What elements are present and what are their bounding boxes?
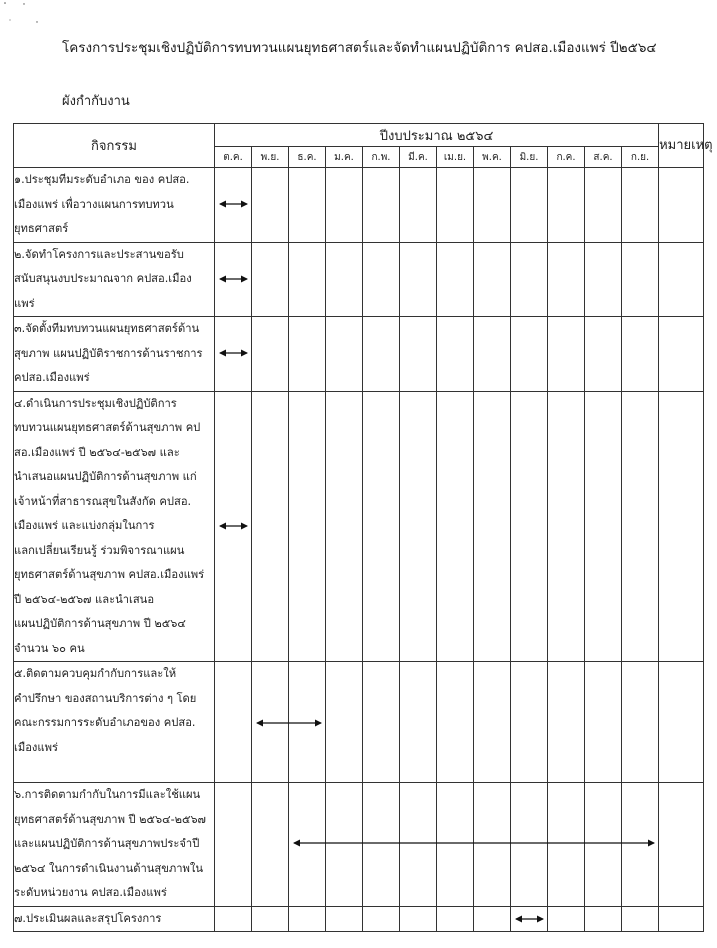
note-cell (659, 783, 704, 907)
activity-line: ยุทธศาสตร์ด้านสุขภาพ คปสอ.เมืองแพร่ (14, 568, 205, 581)
activity-line: ๖.การติดตามกำกับในการมีและใช้แผน (14, 788, 201, 801)
month-cell (474, 242, 511, 317)
timeline-arrow (219, 274, 248, 284)
month-cell (252, 242, 289, 317)
activity-line: คำปรึกษา ของสถานบริการต่าง ๆ โดย (14, 691, 197, 705)
month-cell (511, 906, 548, 932)
month-cell (548, 662, 585, 783)
activity-line: ๑.ประชุมทีมระดับอำเภอ ของ คปสอ. (14, 173, 190, 186)
activity-line: ๒๕๖๔ ในการดำเนินงานด้านสุขภาพใน (14, 861, 204, 875)
month-cell (252, 317, 289, 392)
activity-line: สนับสนุนงบประมาณจาก คปสอ.เมือง (14, 272, 192, 285)
month-header: เม.ย. (437, 147, 474, 168)
month-cell (585, 168, 622, 243)
activity-line: คปสอ.เมืองแพร่ (14, 371, 90, 384)
activity-header: กิจกรรม (14, 124, 215, 168)
timeline-arrow (515, 914, 544, 924)
month-cell (400, 168, 437, 243)
month-cell (326, 906, 363, 932)
month-cell (511, 391, 548, 662)
month-cell (363, 662, 400, 783)
activity-line: สอ.เมืองแพร่ ปี ๒๕๖๔-๒๕๖๗ และ (14, 445, 180, 459)
month-cell (622, 242, 659, 317)
activity-description (14, 783, 215, 907)
month-cell (363, 317, 400, 392)
activity-line: จำนวน ๖๐ คน (14, 641, 85, 655)
month-cell (363, 242, 400, 317)
month-cell (437, 662, 474, 783)
month-cell (326, 317, 363, 392)
month-cell (622, 783, 659, 907)
activity-line: และแผนปฏิบัติการด้านสุขภาพประจำปี (14, 837, 200, 850)
month-cell (326, 168, 363, 243)
month-cell (437, 391, 474, 662)
activity-line: ยุทธศาสตร์ด้านสุขภาพ ปี ๒๕๖๔-๒๕๖๗ (14, 812, 206, 826)
month-cell (437, 906, 474, 932)
note-cell (659, 662, 704, 783)
note-cell (659, 906, 704, 932)
month-cell (326, 242, 363, 317)
activity-line: ทบทวนแผนยุทธศาสตร์ด้านสุขภาพ คป (14, 421, 201, 434)
month-header: มี.ค. (400, 147, 437, 168)
activity-line: แผนปฏิบัติการด้านสุขภาพ ปี ๒๕๖๔ (14, 617, 186, 630)
activity-line: สุขภาพ แผนปฏิบัติราชการด้านราชการ (14, 346, 203, 360)
month-cell (363, 391, 400, 662)
note-cell (659, 317, 704, 392)
month-cell (474, 391, 511, 662)
month-cell (511, 783, 548, 907)
month-header: ก.ค. (548, 147, 585, 168)
month-cell (548, 906, 585, 932)
table-row (14, 317, 704, 392)
month-cell (622, 317, 659, 392)
timeline-arrow (219, 521, 248, 531)
month-cell (474, 906, 511, 932)
activity-line: ปี ๒๕๖๔-๒๕๖๗ และนำเสนอ (14, 592, 155, 606)
month-cell (326, 662, 363, 783)
activity-line: เมืองแพร่ และแบ่งกลุ่มในการ (14, 519, 155, 532)
activity-line: ๔.ดำเนินการประชุมเชิงปฏิบัติการ (14, 396, 177, 410)
month-cell (622, 168, 659, 243)
budget-year-header: ปีงบประมาณ ๒๕๖๔ (215, 124, 659, 147)
activity-rows (14, 168, 704, 932)
month-cell (215, 906, 252, 932)
activity-line: แพร่ (14, 296, 35, 310)
month-cell (215, 317, 252, 392)
month-cell (511, 242, 548, 317)
month-cell (252, 783, 289, 907)
month-cell (585, 317, 622, 392)
month-cell (289, 242, 326, 317)
month-header: ส.ค. (585, 147, 622, 168)
month-cell (622, 662, 659, 783)
month-header: ก.ย. (622, 147, 659, 168)
month-cell (289, 168, 326, 243)
note-header: หมายเหตุ (659, 124, 704, 168)
activity-line: ๗.ประเมินผลและสรุปโครงการ (14, 911, 162, 925)
activity-description (14, 168, 215, 243)
month-cell (585, 783, 622, 907)
month-cell (400, 391, 437, 662)
document-subtitle: ผังกำกับงาน (62, 94, 130, 109)
activity-description (14, 242, 215, 317)
activity-line: ระดับหน่วยงาน คปสอ.เมืองแพร่ (14, 886, 167, 899)
timeline-arrow (219, 348, 248, 358)
activity-line: เมืองแพร่ เพื่อวางแผนการทบทวน (14, 197, 174, 211)
activity-line: ๓.จัดตั้งทีมทบทวนแผนยุทธศาสตร์ด้าน (14, 322, 200, 335)
month-cell (252, 662, 289, 783)
month-header: มิ.ย. (511, 147, 548, 168)
activity-line: ๕.ติดตามควบคุมกำกับการและให้ (14, 667, 177, 680)
month-cell (326, 391, 363, 662)
timeline-arrow (219, 199, 248, 209)
table-row (14, 906, 704, 932)
month-cell (215, 168, 252, 243)
scan-specks (0, 0, 60, 30)
month-cell (474, 168, 511, 243)
month-cell (548, 242, 585, 317)
month-cell (548, 317, 585, 392)
month-cell (363, 783, 400, 907)
month-cell (289, 662, 326, 783)
month-cell (548, 783, 585, 907)
table-row (14, 783, 704, 907)
table-row (14, 242, 704, 317)
activity-description (14, 906, 215, 932)
month-cell (437, 783, 474, 907)
month-header: ต.ค. (215, 147, 252, 168)
month-cell (400, 317, 437, 392)
month-cell (289, 317, 326, 392)
month-cell (400, 783, 437, 907)
month-cell (252, 168, 289, 243)
month-cell (215, 242, 252, 317)
activity-description (14, 662, 215, 783)
month-cell (548, 168, 585, 243)
activity-line: ๒.จัดทำโครงการและประสานขอรับ (14, 247, 184, 261)
month-cell (585, 906, 622, 932)
month-cell (474, 317, 511, 392)
document-title: โครงการประชุมเชิงปฏิบัติการทบทวนแผนยุทธศาสตร์และจัดทำแผนปฏิบัติการ คปสอ.เมืองแพร่ ปี๒๕๖๔ (62, 40, 657, 56)
month-cell (474, 783, 511, 907)
month-cell (289, 783, 326, 907)
table-row (14, 168, 704, 243)
month-cell (252, 906, 289, 932)
month-cell (437, 168, 474, 243)
note-cell (659, 168, 704, 243)
month-cell (215, 783, 252, 907)
month-cell (622, 391, 659, 662)
month-cell (400, 906, 437, 932)
month-cell (289, 391, 326, 662)
month-cell (511, 317, 548, 392)
activity-line: เจ้าหน้าที่สาธารณสุขในสังกัด คปสอ. (14, 494, 192, 508)
month-cell (585, 662, 622, 783)
month-header: พ.ย. (252, 147, 289, 168)
note-cell (659, 391, 704, 662)
month-cell (363, 168, 400, 243)
month-cell (548, 391, 585, 662)
month-cell (585, 242, 622, 317)
note-cell (659, 242, 704, 317)
month-cell (511, 168, 548, 243)
month-cell (585, 391, 622, 662)
month-cell (400, 242, 437, 317)
month-cell (474, 662, 511, 783)
month-cell (437, 242, 474, 317)
activity-line: แลกเปลี่ยนเรียนรู้ ร่วมพิจารณาแผน (14, 543, 185, 557)
schedule-table (13, 123, 713, 932)
month-cell (363, 906, 400, 932)
month-cell (215, 662, 252, 783)
table-row (14, 391, 704, 662)
month-header: ก.พ. (363, 147, 400, 168)
activity-line: ยุทธศาสตร์ (14, 222, 69, 235)
month-cell (437, 317, 474, 392)
month-header: ธ.ค. (289, 147, 326, 168)
month-cell (215, 391, 252, 662)
activity-description (14, 391, 215, 662)
activity-line: นำเสนอแผนปฏิบัติการด้านสุขภาพ แก่ (14, 470, 197, 483)
table-row (14, 662, 704, 783)
activity-line: เมืองแพร่ (14, 740, 58, 754)
month-cell (252, 391, 289, 662)
month-header: ม.ค. (326, 147, 363, 168)
month-cell (511, 662, 548, 783)
month-cell (326, 783, 363, 907)
month-cell (400, 662, 437, 783)
month-cell (289, 906, 326, 932)
activity-line: คณะกรรมการระดับอำเภอของ คปสอ. (14, 716, 196, 729)
month-cell (622, 906, 659, 932)
activity-description (14, 317, 215, 392)
month-header: พ.ค. (474, 147, 511, 168)
